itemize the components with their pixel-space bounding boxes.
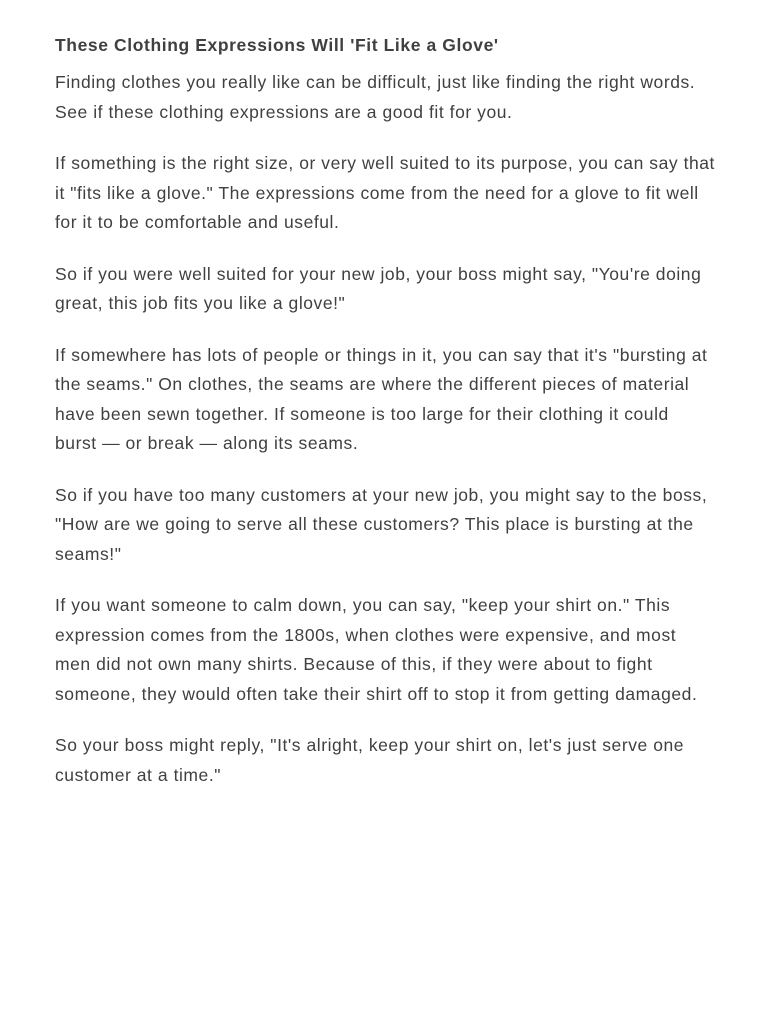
paragraph-bursting-at-the-seams: If somewhere has lots of people or things in it, you can say that it's "bursting at the seams." On clothes, the seams are where the different pieces of material have been sewn together. If someone is too large for their clothing it could burst — or break — along its seams. (55, 344, 708, 453)
paragraph-keep-your-shirt-on: If you want someone to calm down, you can say, "keep your shirt on." This expression comes from the 1800s, when clothes were expensive, and most men did not own many shirts. Because of this, if they were about to fight someone, they would often take their shirt off to stop it from getting damaged. (55, 595, 698, 704)
paragraph-seams-example: So if you have too many customers at your new job, you might say to the boss, "How are we going to serve all these customers? This place is bursting at the seams!" (55, 484, 708, 564)
article-title: These Clothing Expressions Will 'Fit Like a Glove' (55, 35, 499, 55)
paragraph-fits-like-a-glove: If something is the right size, or very well suited to its purpose, you can say that it "fits like a glove." The expressions come from the need for a glove to fit well for it to be comfortable and useful. (55, 153, 715, 232)
paragraph-shirt-example: So your boss might reply, "It's alright, keep your shirt on, let's just serve one customer at a time." (55, 735, 685, 785)
article (55, 32, 715, 812)
paragraph-intro: Finding clothes you really like can be difficult, just like finding the right words. See if these clothing expressions are a good fit for you. (55, 72, 696, 122)
paragraph-glove-example: So if you were well suited for your new job, your boss might say, "You're doing great, this job fits you like a glove!" (55, 263, 702, 313)
